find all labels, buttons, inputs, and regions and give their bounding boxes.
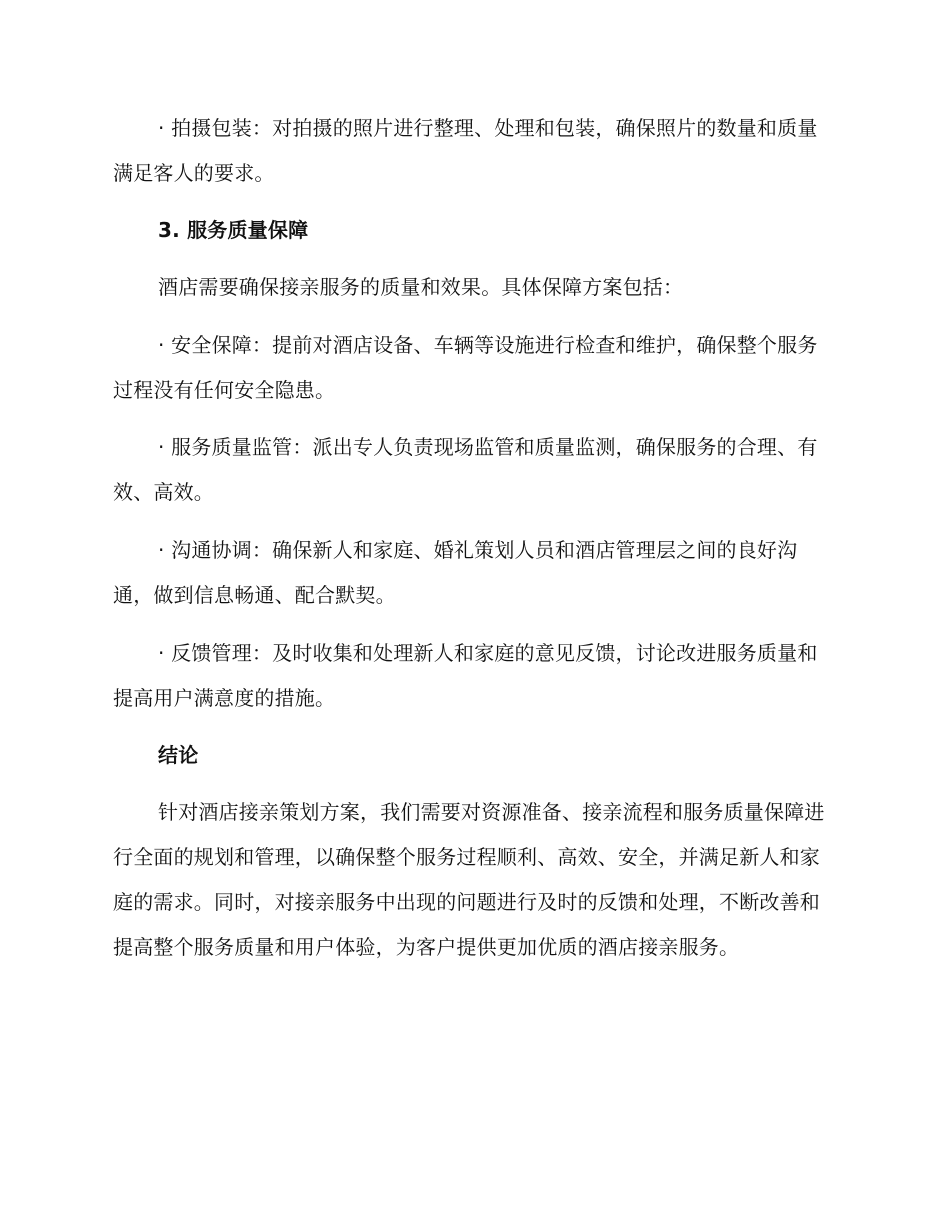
paragraph-service-quality-intro: 酒店需要确保接亲服务的质量和效果。具体保障方案包括： bbox=[158, 275, 684, 299]
section-heading-conclusion: 结论 bbox=[158, 743, 199, 767]
paragraph-feedback-management: · 反馈管理：及时收集和处理新人和家庭的意见反馈，讨论改进服务质量和提高用户满意度的措施。 bbox=[113, 641, 818, 710]
paragraph-communication: · 沟通协调：确保新人和家庭、婚礼策划人员和酒店管理层之间的良好沟通，做到信息畅通、配合默契。 bbox=[113, 538, 798, 607]
paragraph-safety-guarantee: · 安全保障：提前对酒店设备、车辆等设施进行检查和维护，确保整个服务过程没有任何安全隐患。 bbox=[113, 333, 818, 402]
paragraph-photo-packaging: · 拍摄包装：对拍摄的照片进行整理、处理和包装，确保照片的数量和质量满足客人的要求。 bbox=[113, 116, 818, 185]
paragraph-quality-supervision: · 服务质量监管：派出专人负责现场监管和质量监测，确保服务的合理、有效、高效。 bbox=[113, 435, 818, 504]
section-heading-service-quality: 3. 服务质量保障 bbox=[158, 218, 309, 242]
paragraph-conclusion: 针对酒店接亲策划方案，我们需要对资源准备、接亲流程和服务质量保障进行全面的规划和管理，以确保整个服务过程顺利、高效、安全，并满足新人和家庭的需求。同时，对接亲服务中出现的问题进行及时的反馈和处理，不断改善和提高整个服务质量和用户体验，为客户提供更加优质的酒店接亲服务。 bbox=[113, 800, 825, 959]
